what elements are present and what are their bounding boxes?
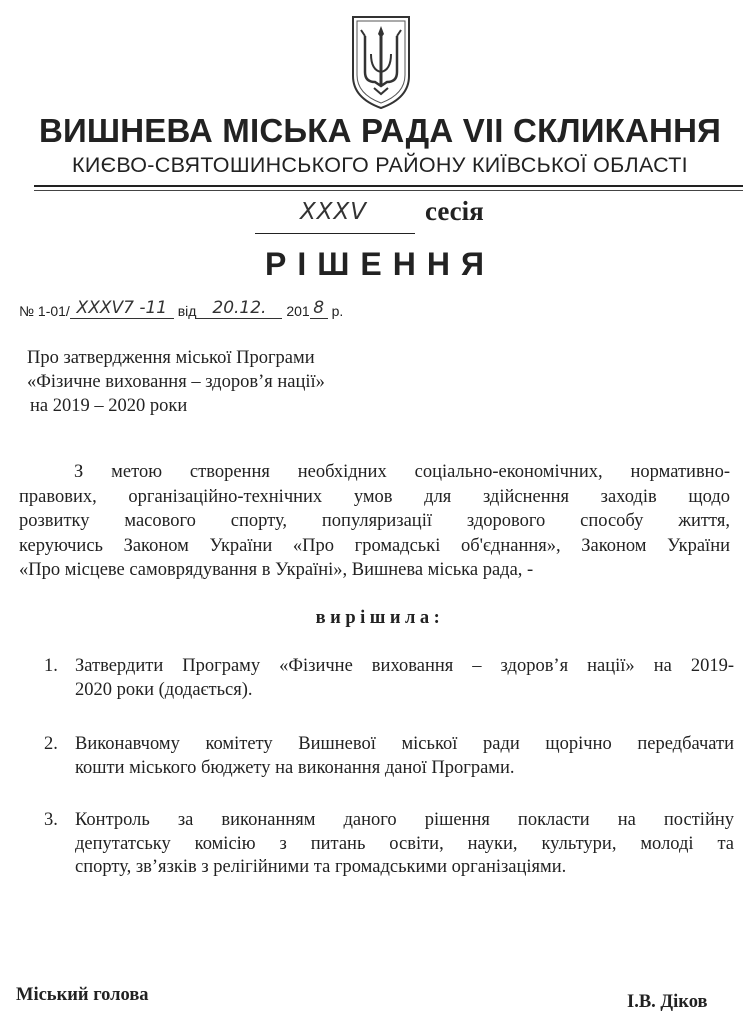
resolved-heading: вирішила: xyxy=(315,608,445,628)
item-number: 2. xyxy=(44,734,58,754)
item-line: Контроль за виконанням даного рішення покласти на постійну xyxy=(75,810,734,830)
item-line: спорту, зв’язків з релігійними та громадськими організаціями. xyxy=(75,857,567,877)
list-item xyxy=(44,809,734,880)
document-subject xyxy=(27,346,447,418)
registration-date-label: від xyxy=(177,303,197,319)
item-line: Затвердити Програму «Фізичне виховання – здоров’я нації» на 2019- xyxy=(75,656,734,676)
item-line: 2020 роки (додається). xyxy=(75,679,253,700)
registration-number-handwritten: XXXV7 -11 xyxy=(70,298,174,319)
preamble-line: правових, організаційно-технічних умов для здійснення заходів щодо xyxy=(19,486,730,507)
council-name: ВИШНЕВА МІСЬКА РАДА VII СКЛИКАННЯ xyxy=(38,112,722,149)
registration-year-handwritten: 8 xyxy=(310,298,328,319)
list-item xyxy=(44,655,734,702)
session-number: XXXV xyxy=(300,199,368,225)
item-line: кошти міського бюджету на виконання даної Програми. xyxy=(75,757,515,778)
preamble-line: керуючись Законом України «Про громадські об'єднання», Законом України xyxy=(19,535,730,556)
document-title: РІШЕННЯ xyxy=(265,246,495,282)
council-subtitle: КИЄВО-СВЯТОШИНСЬКОГО РАЙОНУ КИЇВСЬКОЇ ОБЛАСТІ xyxy=(72,153,688,177)
item-number: 3. xyxy=(44,810,58,830)
preamble-line: «Про місцеве самоврядування в Україні», Вишнева міська рада, - xyxy=(19,560,534,580)
list-item xyxy=(44,733,734,780)
session-label: сесія xyxy=(425,196,484,226)
preamble-line: З метою створення необхідних соціально-економічних, нормативно- xyxy=(74,462,730,482)
registration-line xyxy=(19,298,343,322)
item-number: 1. xyxy=(44,656,58,676)
header-divider-thick xyxy=(34,185,743,187)
preamble-line: розвитку масового спорту, популяризації здорового способу життя, xyxy=(19,511,730,531)
header-divider-thin xyxy=(34,190,743,191)
registration-year-prefix: 201 xyxy=(286,303,310,319)
coat-of-arms-trident-icon xyxy=(350,14,412,110)
signatory-title: Міський голова xyxy=(16,985,149,1005)
signatory-name: І.В. Діков xyxy=(627,992,708,1012)
item-line: Виконавчому комітету Вишневої міської ради щорічно передбачати xyxy=(75,734,734,754)
registration-number-prefix: № 1-01/ xyxy=(19,303,70,319)
preamble-paragraph xyxy=(19,460,730,583)
registration-date-handwritten: 20.12. xyxy=(196,298,282,319)
registration-year-suffix: р. xyxy=(331,303,344,319)
subject-line: Про затвердження міської Програми xyxy=(27,348,315,368)
item-line: депутатську комісію з питань освіти, науки, культури, молоді та xyxy=(75,833,734,854)
subject-line: на 2019 – 2020 роки xyxy=(30,396,188,416)
subject-line: «Фізичне виховання – здоров’я нації» xyxy=(27,372,325,392)
